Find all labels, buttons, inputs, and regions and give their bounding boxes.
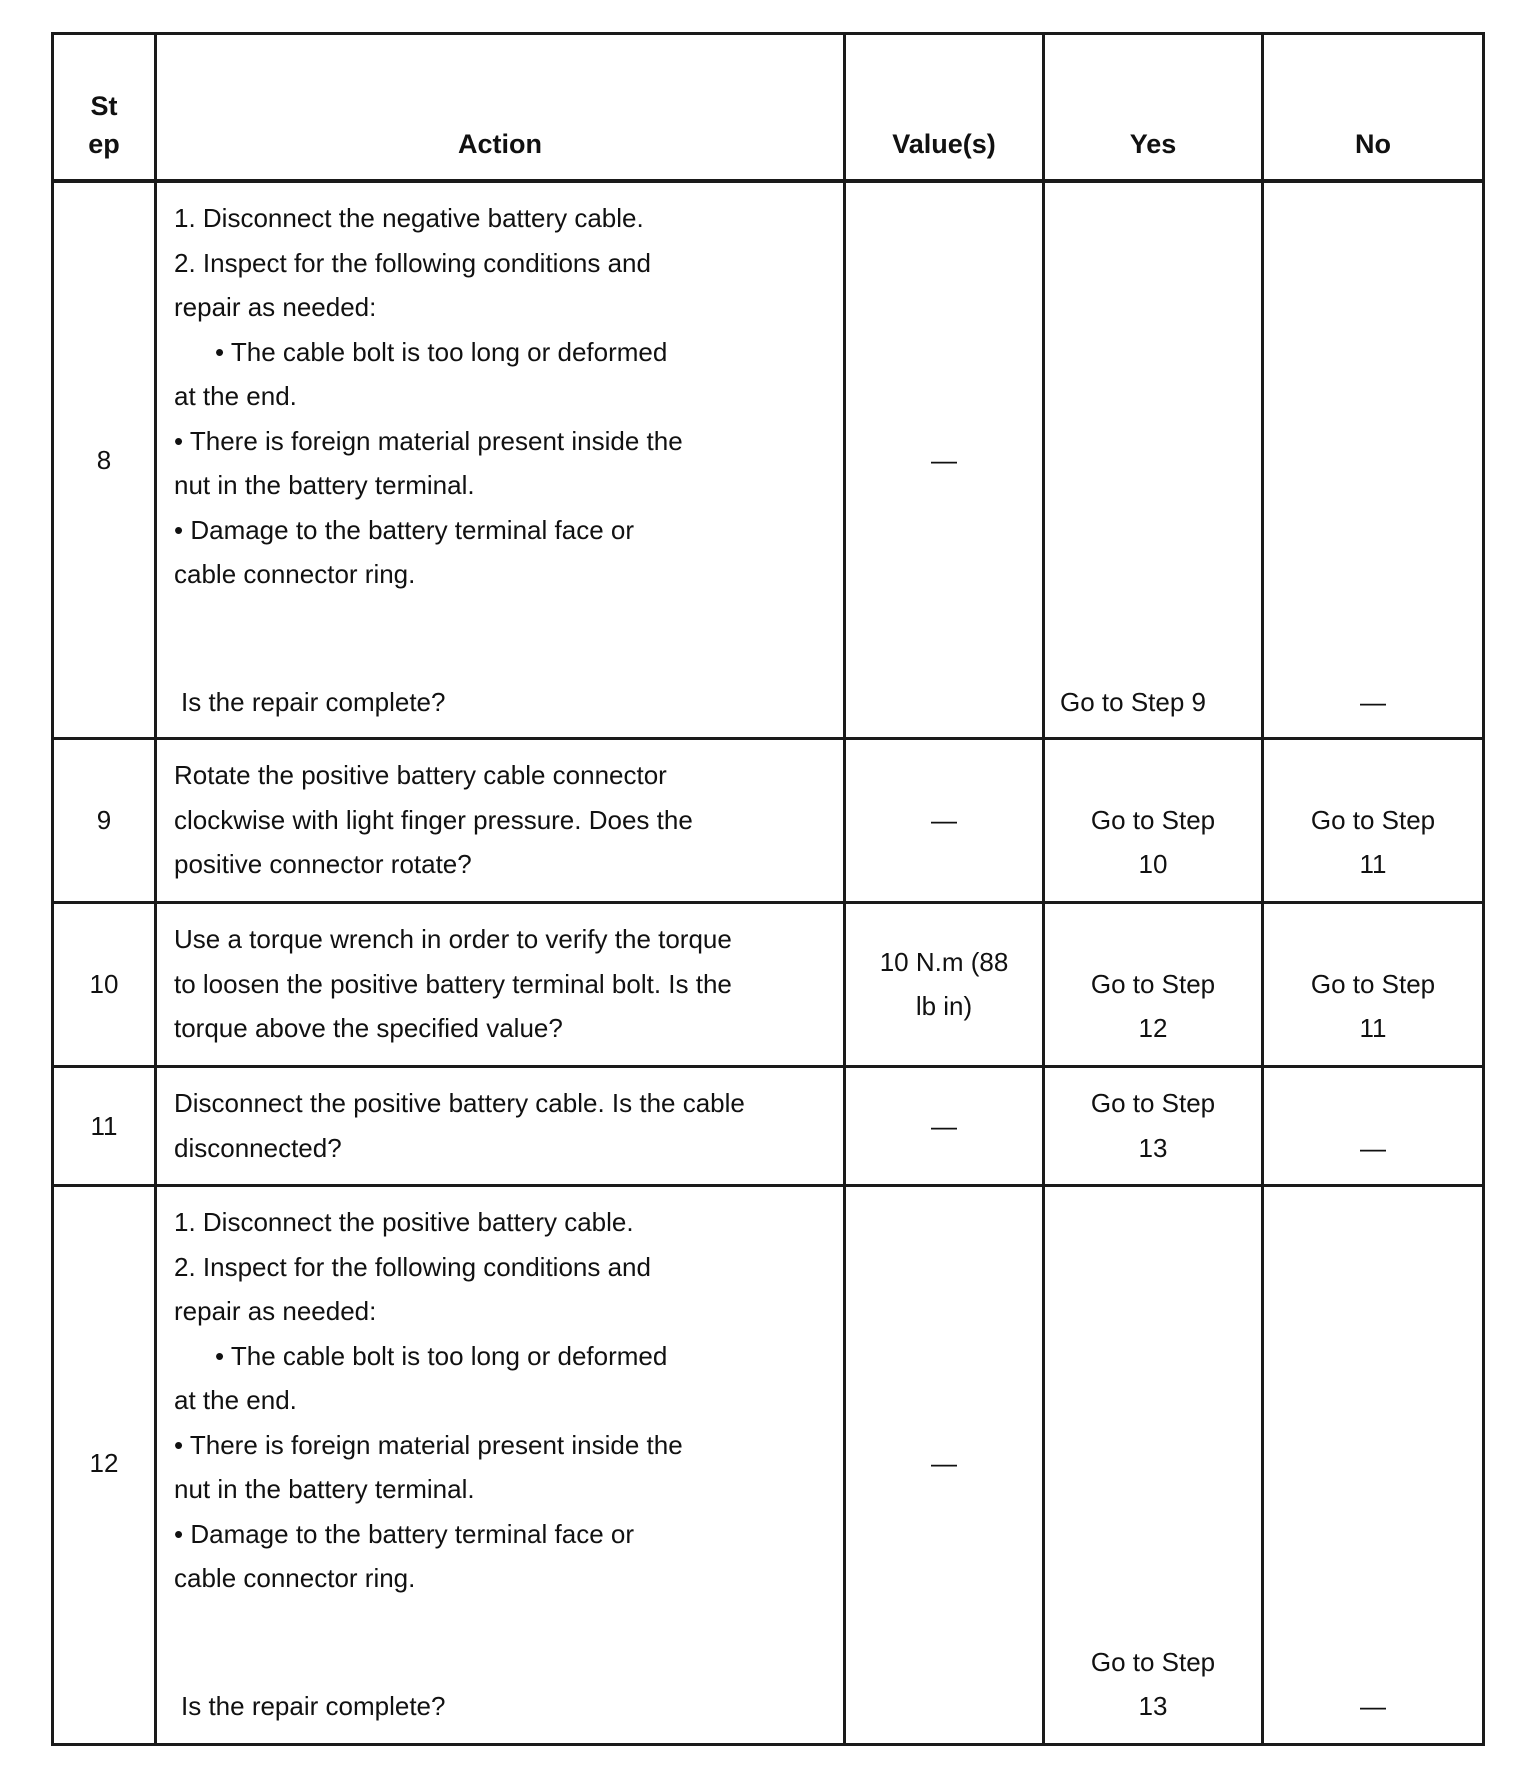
header-no: No [1355, 129, 1391, 159]
yes-cell: Go to Step [1090, 805, 1216, 835]
step-number: 8 [96, 445, 112, 475]
action-line: repair as needed: [174, 292, 377, 322]
no-cell: — [1360, 687, 1386, 717]
value-cell: lb in) [915, 991, 973, 1021]
action-line: at the end. [174, 1385, 297, 1415]
action-line: to loosen the positive battery terminal bolt. Is the [174, 969, 732, 999]
header-step-line1: St [90, 91, 118, 121]
step-number: 10 [89, 969, 119, 999]
action-line: clockwise with light finger pressure. Does the [174, 805, 693, 835]
no-cell: Go to Step [1310, 969, 1436, 999]
action-line: nut in the battery terminal. [174, 1474, 475, 1504]
yes-cell: 12 [1138, 1013, 1168, 1043]
action-question: Is the repair complete? [181, 1691, 446, 1721]
action-line: • There is foreign material present inside the [174, 1430, 683, 1460]
action-line: • The cable bolt is too long or deformed [215, 337, 668, 367]
action-line: at the end. [174, 381, 297, 411]
value-cell: — [931, 445, 957, 475]
action-line: 1. Disconnect the positive battery cable. [174, 1207, 634, 1237]
header-action: Action [458, 129, 542, 159]
action-line: nut in the battery terminal. [174, 470, 475, 500]
no-cell: — [1360, 1691, 1386, 1721]
header-step-line2: ep [88, 129, 120, 159]
column-divider [154, 35, 157, 1743]
action-line: 2. Inspect for the following conditions and [174, 248, 651, 278]
yes-cell: 10 [1138, 849, 1168, 879]
value-cell: — [931, 805, 957, 835]
action-line: • Damage to the battery terminal face or [174, 1519, 634, 1549]
action-line: cable connector ring. [174, 559, 416, 589]
value-cell: — [931, 1111, 957, 1141]
action-line: disconnected? [174, 1133, 342, 1163]
header-yes: Yes [1129, 129, 1177, 159]
header-values: Value(s) [892, 129, 996, 159]
action-line: cable connector ring. [174, 1563, 416, 1593]
no-cell: 11 [1359, 1013, 1387, 1043]
row-divider [54, 1184, 1482, 1187]
action-line: positive connector rotate? [174, 849, 472, 879]
row-divider [54, 179, 1482, 183]
action-line: torque above the specified value? [174, 1013, 563, 1043]
column-divider [1042, 35, 1045, 1743]
no-cell: Go to Step [1310, 805, 1436, 835]
action-line: Disconnect the positive battery cable. Is the cable [174, 1088, 745, 1118]
column-divider [843, 35, 846, 1743]
column-divider [1261, 35, 1264, 1743]
yes-cell: Go to Step [1090, 969, 1216, 999]
yes-cell: Go to Step [1090, 1088, 1216, 1118]
action-question: Is the repair complete? [181, 687, 446, 717]
row-divider [54, 737, 1482, 740]
yes-cell: 13 [1138, 1691, 1168, 1721]
no-cell: 11 [1359, 849, 1387, 879]
no-cell: — [1360, 1133, 1386, 1163]
row-divider [54, 1065, 1482, 1068]
action-line: repair as needed: [174, 1296, 377, 1326]
yes-cell: Go to Step [1090, 1647, 1216, 1677]
action-line: 2. Inspect for the following conditions and [174, 1252, 651, 1282]
yes-cell: Go to Step 9 [1060, 687, 1206, 717]
action-line: • The cable bolt is too long or deformed [215, 1341, 668, 1371]
diagnostic-table [51, 32, 1485, 1746]
step-number: 12 [89, 1448, 119, 1478]
step-number: 9 [96, 805, 112, 835]
value-cell: 10 N.m (88 [879, 947, 1009, 977]
action-line: • There is foreign material present inside the [174, 426, 683, 456]
action-line: • Damage to the battery terminal face or [174, 515, 634, 545]
action-line: Rotate the positive battery cable connector [174, 760, 667, 790]
step-number: 11 [90, 1111, 118, 1141]
row-divider [54, 901, 1482, 904]
yes-cell: 13 [1138, 1133, 1168, 1163]
action-line: Use a torque wrench in order to verify the torque [174, 924, 732, 954]
value-cell: — [931, 1448, 957, 1478]
action-line: 1. Disconnect the negative battery cable. [174, 203, 644, 233]
